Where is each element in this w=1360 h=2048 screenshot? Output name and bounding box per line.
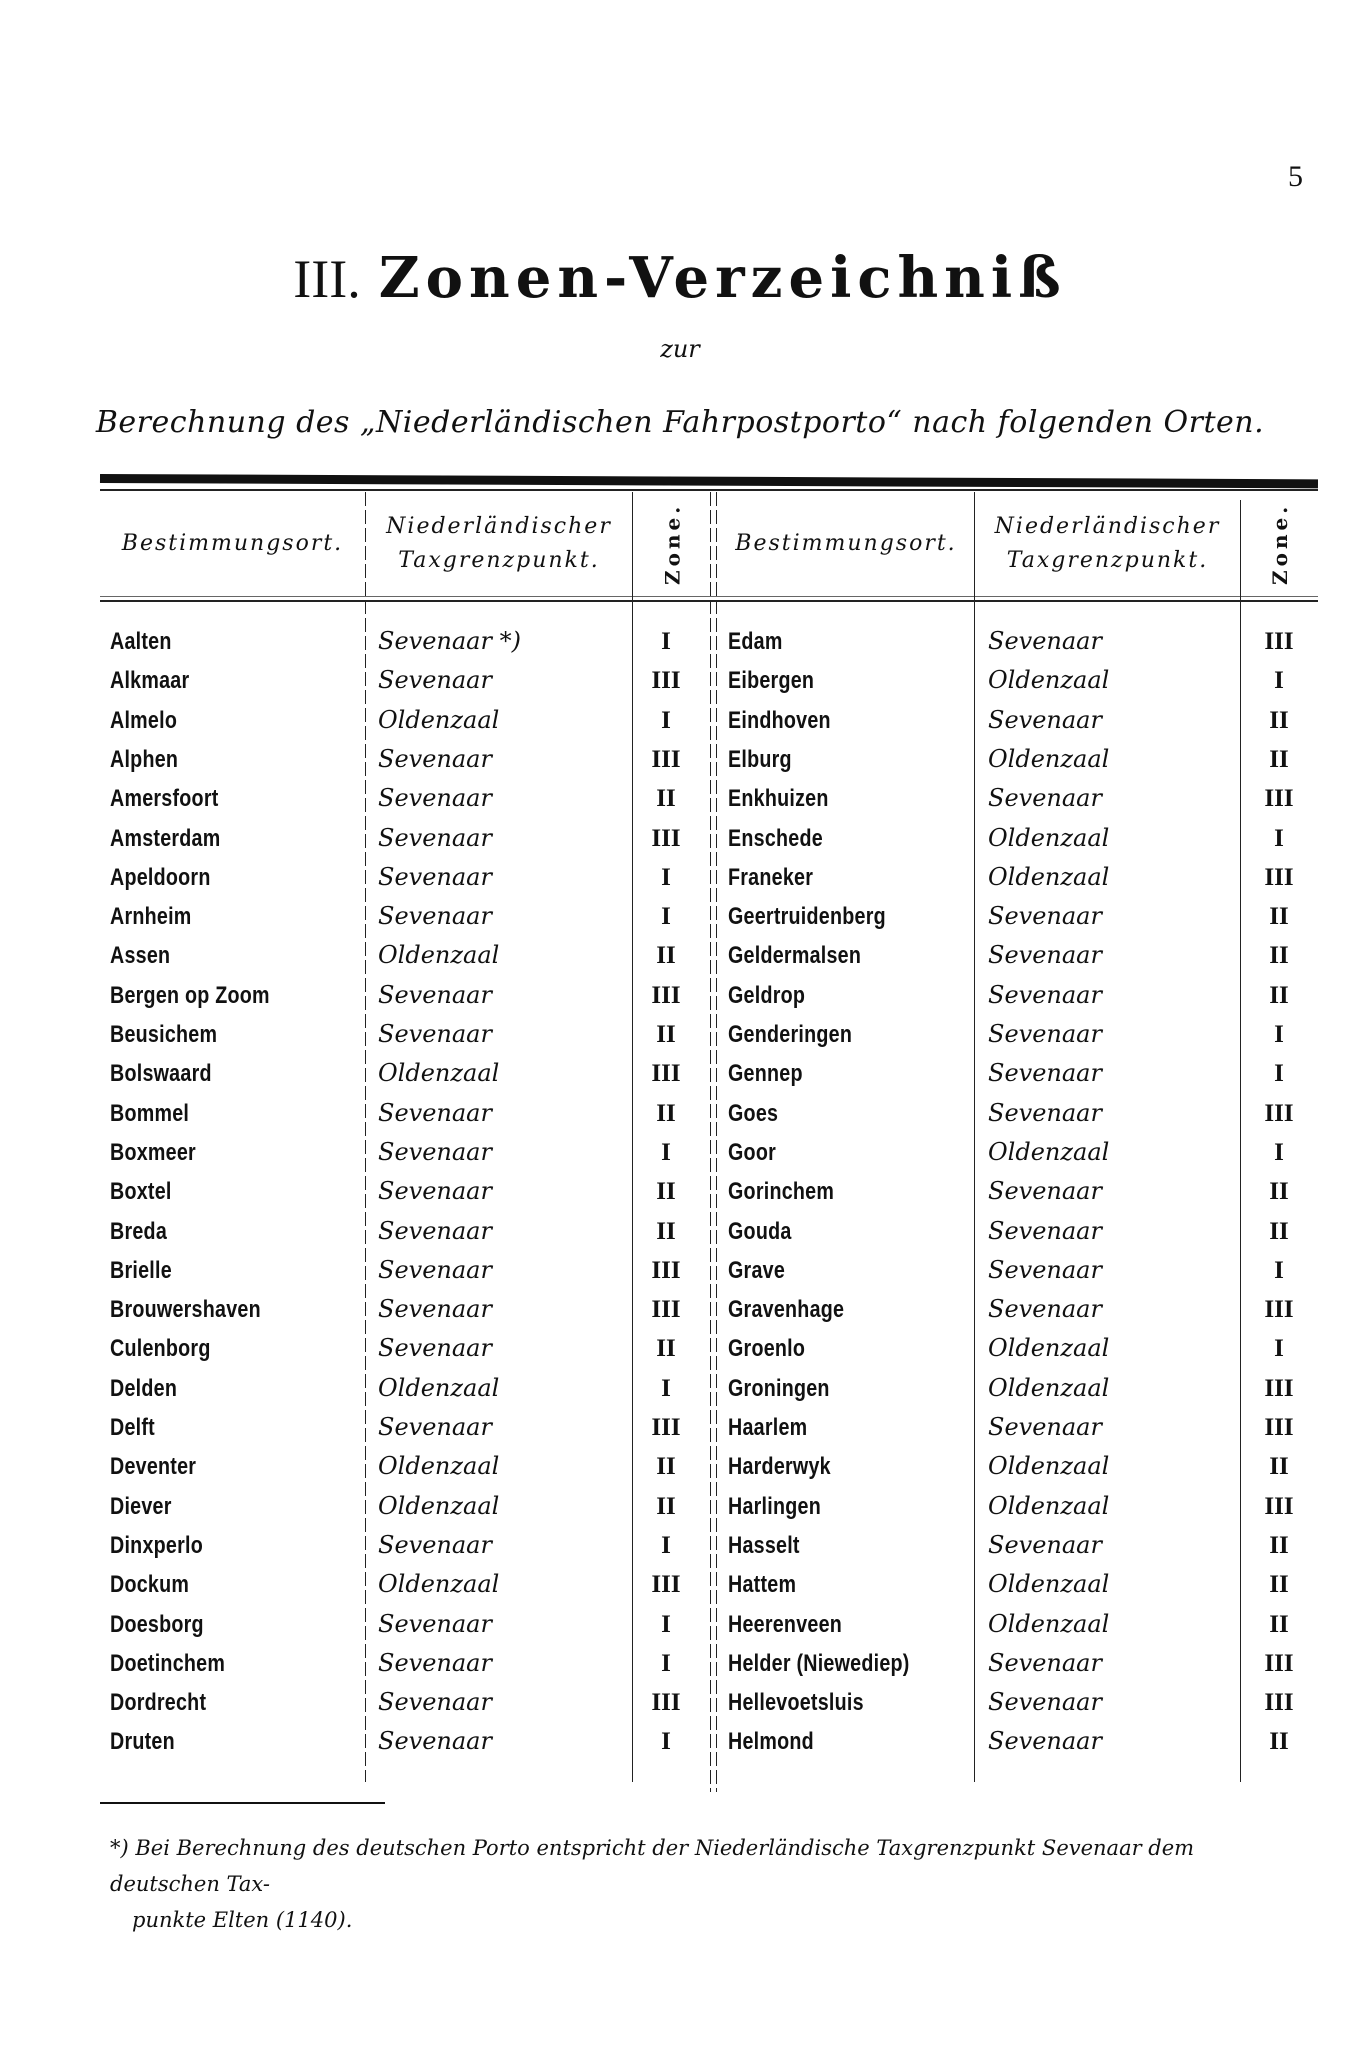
left-row-place: Culenborg: [110, 1335, 211, 1363]
header-destination-left-label: Bestimmungsort.: [121, 531, 344, 556]
right-row-border-point: Sevenaar: [988, 1530, 1102, 1559]
left-row-border-point: Sevenaar: [378, 1020, 492, 1048]
right-row-place: Helder (Niewediep): [728, 1649, 910, 1677]
left-row-border-point: Sevenaar: [378, 1688, 492, 1717]
right-row-zone: II: [1269, 745, 1289, 773]
right-row-place: Edam: [728, 628, 783, 655]
title-numeral: III.: [293, 249, 361, 309]
right-row-zone: III: [1264, 1099, 1294, 1127]
left-row-place: Boxtel: [110, 1178, 172, 1206]
right-row-place: Hattem: [728, 1571, 797, 1599]
right-row-place: Hellevoetsluis: [728, 1689, 864, 1717]
left-row-zone: III: [651, 745, 681, 773]
right-row-place: Franeker: [728, 863, 814, 891]
left-row-place: Druten: [110, 1728, 175, 1756]
right-row-zone: III: [1264, 1492, 1294, 1520]
right-row-place: Groenlo: [728, 1335, 806, 1363]
footnote: [110, 1830, 1310, 1938]
left-row-zone: II: [656, 1021, 676, 1048]
left-row-zone: III: [651, 1256, 681, 1284]
left-row-zone: II: [656, 1335, 676, 1363]
left-row-border-point: Sevenaar: [378, 862, 492, 891]
center-double-divider-b: [716, 492, 717, 1792]
left-row-zone: III: [651, 1689, 681, 1717]
left-row-border-point: Sevenaar: [378, 1609, 492, 1638]
header-destination-right: [718, 492, 974, 596]
right-row-zone: II: [1269, 1728, 1289, 1756]
right-row-border-point: Oldenzaal: [988, 823, 1110, 852]
left-row-place: Delft: [110, 1414, 155, 1441]
right-row-place: Gorinchem: [728, 1178, 835, 1206]
left-row-place: Deventer: [110, 1453, 197, 1481]
left-row-place: Amersfoort: [110, 785, 219, 813]
right-row-zone: I: [1274, 1060, 1284, 1088]
right-row-place: Geldrop: [728, 981, 806, 1009]
left-row-place: Bolswaard: [110, 1060, 212, 1088]
left-row-place: Almelo: [110, 706, 178, 734]
right-row-border-point: Oldenzaal: [988, 862, 1110, 891]
right-row-place: Geldermalsen: [728, 942, 862, 970]
left-row-zone: III: [651, 1060, 681, 1088]
left-row-border-point: Sevenaar: [378, 1334, 492, 1363]
right-row-zone: II: [1269, 981, 1289, 1009]
title-connector: zur: [660, 335, 700, 363]
right-row-border-point: Oldenzaal: [988, 1373, 1110, 1402]
header-zone-left-label: Zone.: [660, 502, 685, 586]
left-row-border-point: Sevenaar: [378, 1530, 492, 1559]
right-row-zone: II: [1269, 706, 1289, 734]
left-row-zone: II: [656, 1453, 676, 1481]
left-row-border-point: Sevenaar: [378, 1295, 492, 1324]
left-row-border-point: Sevenaar: [378, 1413, 492, 1441]
left-row-border-point: Sevenaar: [378, 666, 492, 695]
left-row-border-point: Oldenzaal: [378, 1491, 500, 1520]
header-bottom-rule-light: [100, 596, 1318, 597]
right-row-zone: III: [1264, 1296, 1294, 1324]
left-row-border-point: Oldenzaal: [378, 1570, 500, 1599]
right-row-border-point: Oldenzaal: [988, 666, 1110, 695]
left-row-place: Boxmeer: [110, 1138, 196, 1166]
right-row-border-point: Sevenaar: [988, 1059, 1102, 1088]
right-row-zone: II: [1269, 1571, 1289, 1599]
left-row-border-point: Oldenzaal: [378, 1452, 500, 1481]
right-row-border-point: Sevenaar: [988, 1177, 1102, 1206]
header-border-point-right: [975, 492, 1240, 596]
right-row-zone: I: [1274, 824, 1284, 852]
left-row-zone: III: [651, 1571, 681, 1599]
right-row-place: Eindhoven: [728, 706, 831, 734]
right-divider-border-zone: [1240, 500, 1241, 1782]
left-row-border-point: Sevenaar: [378, 1098, 492, 1127]
left-row-place: Arnheim: [110, 903, 192, 931]
right-row-border-point: Oldenzaal: [988, 1452, 1110, 1481]
left-row-border-point: Sevenaar: [378, 1137, 492, 1166]
right-row-place: Heerenveen: [728, 1610, 843, 1638]
right-row-place: Geertruidenberg: [728, 903, 886, 931]
left-row-zone: III: [651, 1414, 681, 1441]
right-row-place: Elburg: [728, 745, 792, 773]
left-row-place: Alphen: [110, 745, 179, 773]
table-top-thin-rule: [100, 489, 1318, 491]
right-row-place: Harderwyk: [728, 1453, 831, 1481]
left-row-place: Delden: [110, 1374, 178, 1402]
right-row-border-point: Sevenaar: [988, 902, 1102, 931]
left-row-zone: I: [661, 903, 671, 931]
left-row-zone: III: [651, 824, 681, 852]
right-row-border-point: Oldenzaal: [988, 1570, 1110, 1599]
right-row-zone: II: [1269, 1610, 1289, 1638]
left-row-border-point: Oldenzaal: [378, 705, 500, 734]
left-row-place: Bommel: [110, 1099, 190, 1127]
left-row-place: Beusichem: [110, 1021, 218, 1048]
right-row-border-point: Sevenaar: [988, 1255, 1102, 1284]
left-row-zone: I: [661, 1374, 671, 1402]
left-row-border-point: Oldenzaal: [378, 1059, 500, 1088]
left-row-place: Brielle: [110, 1256, 172, 1284]
header-destination-right-label: Bestimmungsort.: [735, 531, 957, 556]
left-row-border-point: Sevenaar: [378, 823, 492, 852]
header-bottom-rule: [100, 600, 1318, 602]
right-row-place: Harlingen: [728, 1492, 821, 1520]
left-row-border-point: Sevenaar: [378, 744, 492, 773]
left-row-place: Dordrecht: [110, 1689, 207, 1717]
left-row-zone: II: [656, 1099, 676, 1127]
right-row-place: Gennep: [728, 1060, 803, 1088]
left-row-zone: II: [656, 785, 676, 813]
right-row-border-point: Oldenzaal: [988, 1137, 1110, 1166]
left-row-place: Brouwershaven: [110, 1296, 261, 1324]
header-border-point-right-line2: Taxgrenzpunkt.: [1006, 548, 1209, 573]
left-row-place: Alkmaar: [110, 667, 190, 695]
right-row-zone: II: [1269, 1531, 1289, 1559]
right-row-place: Helmond: [728, 1728, 814, 1756]
footnote-line-2: punkte Elten (1140).: [132, 1908, 353, 1932]
left-row-zone: III: [651, 667, 681, 695]
left-row-place: Dockum: [110, 1571, 190, 1599]
left-divider-border-zone: [632, 492, 633, 1782]
right-row-zone: II: [1269, 903, 1289, 931]
left-row-border-point: Sevenaar: [378, 1648, 492, 1677]
right-row-border-point: Oldenzaal: [988, 744, 1110, 773]
footnote-line-1: *) Bei Berechnung des deutschen Porto entspricht der Niederländische Taxgrenzpunkt Sevenaar dem deutschen Tax-: [110, 1836, 1195, 1896]
right-row-zone: I: [1274, 1335, 1284, 1363]
left-row-place: Breda: [110, 1217, 168, 1245]
left-row-zone: I: [661, 706, 671, 734]
right-row-zone: III: [1264, 628, 1294, 655]
right-row-zone: II: [1269, 1453, 1289, 1481]
header-zone-left: [645, 492, 700, 596]
right-row-place: Eibergen: [728, 667, 815, 695]
right-row-zone: I: [1274, 1138, 1284, 1166]
right-row-zone: III: [1264, 1374, 1294, 1402]
right-row-zone: II: [1269, 942, 1289, 970]
left-divider-place-border: [365, 492, 366, 1782]
left-row-border-point: Sevenaar: [378, 784, 492, 813]
right-row-border-point: Sevenaar: [988, 1020, 1102, 1048]
page-title: [0, 245, 1360, 311]
table-top-thick-rule: [100, 474, 1318, 488]
left-row-zone: I: [661, 1728, 671, 1756]
right-row-zone: III: [1264, 863, 1294, 891]
left-row-place: Doetinchem: [110, 1649, 226, 1677]
right-row-zone: I: [1274, 1021, 1284, 1048]
page-subtitle: Berechnung des „Niederländischen Fahrpostporto“ nach folgenden Orten.: [95, 405, 1265, 440]
right-row-border-point: Oldenzaal: [988, 1334, 1110, 1363]
left-row-place: Bergen op Zoom: [110, 981, 270, 1009]
right-row-place: Goor: [728, 1138, 776, 1166]
header-border-point-left: [366, 492, 632, 596]
left-row-border-point: Sevenaar: [378, 1216, 492, 1245]
left-row-border-point: Sevenaar: [378, 1177, 492, 1206]
left-row-place: Diever: [110, 1492, 172, 1520]
left-row-border-point: Sevenaar: [378, 980, 492, 1009]
left-row-border-point: Oldenzaal: [378, 1373, 500, 1402]
left-row-place: Assen: [110, 942, 171, 970]
left-row-border-point: Sevenaar: [378, 902, 492, 931]
title-text: Zonen-Verzeichniß: [378, 245, 1067, 311]
right-row-border-point: Sevenaar: [988, 1413, 1102, 1441]
right-row-border-point: Sevenaar: [988, 1727, 1102, 1756]
left-row-place: Apeldoorn: [110, 863, 211, 891]
left-row-zone: II: [656, 942, 676, 970]
left-row-place: Aalten: [110, 628, 172, 655]
right-row-border-point: Sevenaar: [988, 1216, 1102, 1245]
right-row-place: Genderingen: [728, 1021, 853, 1048]
right-row-border-point: Sevenaar: [988, 705, 1102, 734]
header-border-point-left-line2: Taxgrenzpunkt.: [398, 548, 600, 573]
right-row-border-point: Sevenaar: [988, 784, 1102, 813]
right-divider-place-border: [974, 492, 975, 1782]
left-row-place: Amsterdam: [110, 824, 221, 852]
header-zone-right-label: Zone.: [1268, 502, 1292, 586]
right-row-place: Enschede: [728, 824, 823, 852]
right-row-border-point: Oldenzaal: [988, 1609, 1110, 1638]
right-row-place: Gouda: [728, 1217, 792, 1245]
right-row-border-point: Sevenaar: [988, 980, 1102, 1009]
right-row-zone: II: [1269, 1217, 1289, 1245]
header-destination-left: [100, 492, 365, 596]
left-row-border-point: Sevenaar: [378, 1727, 492, 1756]
left-row-zone: I: [661, 1138, 671, 1166]
left-row-zone: II: [656, 1492, 676, 1520]
left-row-zone: I: [661, 1610, 671, 1638]
left-row-zone: I: [661, 1531, 671, 1559]
right-row-border-point: Sevenaar: [988, 941, 1102, 970]
right-row-zone: II: [1269, 1178, 1289, 1206]
right-row-zone: III: [1264, 1414, 1294, 1441]
left-row-zone: I: [661, 863, 671, 891]
left-row-zone: I: [661, 1649, 671, 1677]
header-border-point-right-line1: Niederländischer: [994, 514, 1221, 539]
right-row-zone: III: [1264, 1689, 1294, 1717]
right-row-place: Grave: [728, 1256, 786, 1284]
left-row-zone: I: [661, 628, 671, 655]
right-row-zone: I: [1274, 1256, 1284, 1284]
left-row-border-point: Sevenaar: [378, 1255, 492, 1284]
footnote-rule: [100, 1802, 385, 1804]
left-row-place: Dinxperlo: [110, 1531, 203, 1559]
left-row-zone: II: [656, 1217, 676, 1245]
right-row-border-point: Oldenzaal: [988, 1491, 1110, 1520]
right-row-place: Hasselt: [728, 1531, 800, 1559]
right-row-zone: III: [1264, 785, 1294, 813]
right-row-place: Goes: [728, 1099, 779, 1127]
center-double-divider-a: [710, 492, 711, 1792]
left-row-border-point: Sevenaar *): [378, 627, 521, 655]
right-row-border-point: Sevenaar: [988, 1648, 1102, 1677]
right-row-place: Gravenhage: [728, 1296, 845, 1324]
right-row-border-point: Sevenaar: [988, 1295, 1102, 1324]
right-row-place: Groningen: [728, 1374, 830, 1402]
left-row-zone: II: [656, 1178, 676, 1206]
right-row-border-point: Sevenaar: [988, 1098, 1102, 1127]
right-row-zone: III: [1264, 1649, 1294, 1677]
right-row-border-point: Sevenaar: [988, 627, 1102, 655]
header-border-point-left-line1: Niederländischer: [386, 514, 612, 539]
right-row-border-point: Sevenaar: [988, 1688, 1102, 1717]
right-row-place: Enkhuizen: [728, 785, 829, 813]
left-row-border-point: Oldenzaal: [378, 941, 500, 970]
page-number: 5: [1288, 160, 1303, 193]
left-row-zone: III: [651, 1296, 681, 1324]
left-row-zone: III: [651, 981, 681, 1009]
header-zone-right: [1250, 492, 1310, 596]
left-row-place: Doesborg: [110, 1610, 204, 1638]
right-row-zone: I: [1274, 667, 1284, 695]
right-row-place: Haarlem: [728, 1414, 808, 1441]
